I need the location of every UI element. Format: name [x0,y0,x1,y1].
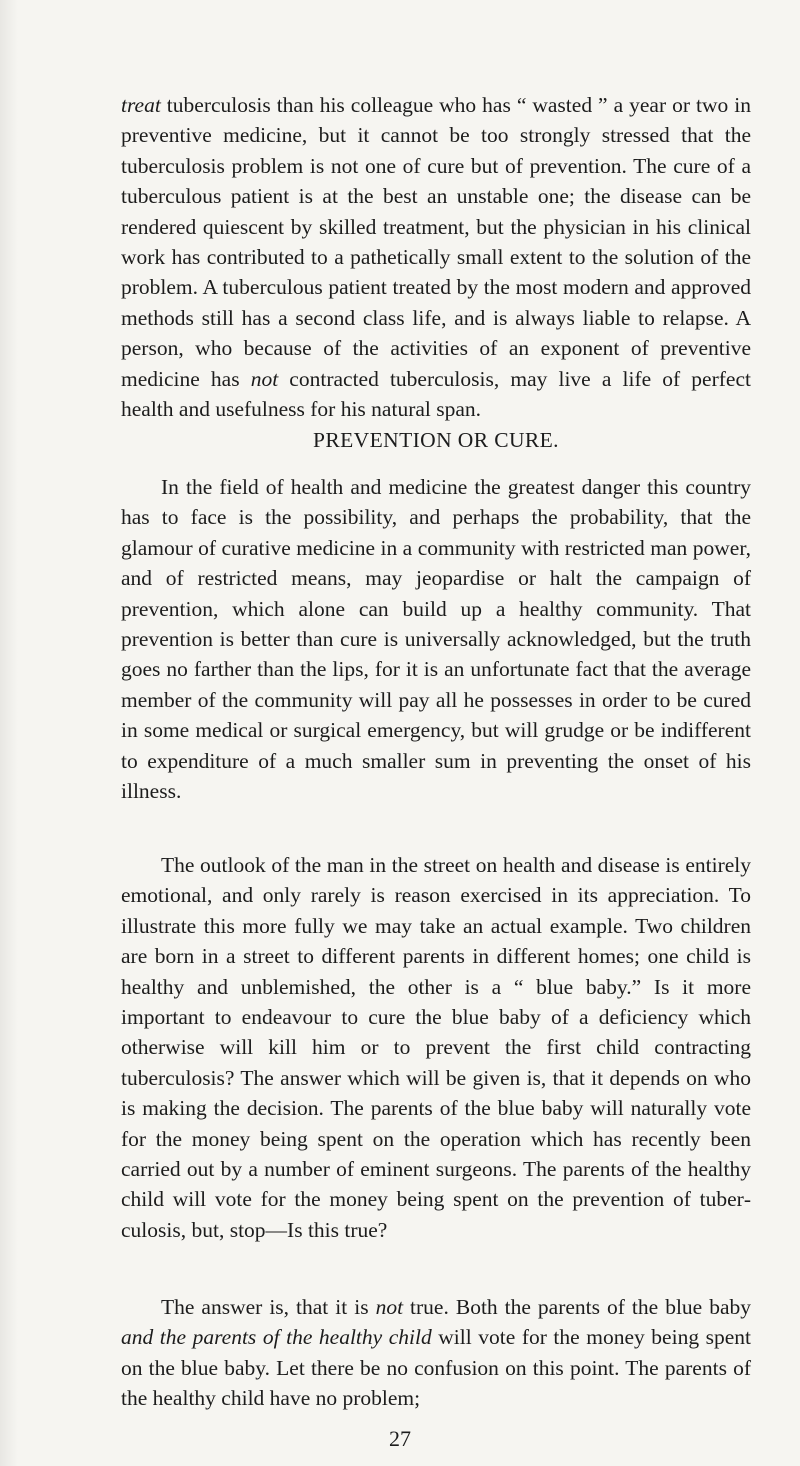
paragraph-text [121,90,751,424]
paragraph-text-body: tuberculosis than his colleague who has “ wasted ” a year or two in preventive medicine, but it cannot be too strongly stressed that the tuberculosis problem is not one of cure but of prevention. The cure of a tuberculous patient is at the best an unstable one; the disease can be rendered quiescent by skilled treatment, but the physician in his clinical work has contributed to a pathetically small extent to the solution of the problem. A tuberculous patient treated by the most modern and approved methods still has a second class life, and is always liable to relapse. A person, who because of the activities of an exponent of preventive medicine has [121,93,751,391]
paragraph-answer [121,1292,751,1414]
scan-edge-shadow [0,0,18,1466]
paragraph-text: In the field of health and medicine the greatest danger this country has to face is the possibility, and perhaps the probability, that the glamour of curative medicine in a community with restricted man power, and of restricted means, may jeopardise or halt the campaign of prevention, which alone can build up a healthy community. That prevention is better than cure is universally acknowledged, but the truth goes no farther than the lips, for it is an unfortunate fact that the average member of the community will pay all he possesses in order to be cured in some medical or surgical emergency, but will grudge or be indifferent to expenditure of a much smaller sum in preventing the onset of his illness. [121,475,751,804]
page-number: 27 [389,1426,411,1451]
paragraph-prevention-danger [121,472,751,806]
paragraph-text-tail: contracted tuberculosis, may live a life of perfect health and usefulness for his natural span. [121,366,751,422]
italic-word-not: not [375,1295,404,1319]
italic-word-not: not [250,366,279,391]
paragraph-text-end: will vote for the money being spent on the blue baby. Let there be no confusion on this point. The parents of the healthy child have no problem; [121,1325,751,1411]
paragraph-tuberculosis-cure [121,90,751,424]
section-heading: PREVENTION OR CURE. [313,428,559,452]
paragraph-man-in-street [121,850,751,1245]
paragraph-text-mid: true. Both the parents of the blue baby [403,1295,751,1319]
paragraph-text: The outlook of the man in the street on health and disease is entirely emotional, and only rarely is reason exercised in its apprе​ciation. To illustrate this more fully we may take an actual example. Two children are born in a street to different parents in different homes; one child is healthy and unblemished, the other is a “ blue baby.” Is it more important to endeavour to cure the blue baby of a deficiency which otherwise will kill him or to prevent the first child contracting tuberculosis? The answer which will be given is, that it depends on who is making the decision. The parents of the blue baby will naturally vote for the money being spent on the operation which has recently been carried out by a number of eminent surgeons. The parents of the healthy child will vote for the money being spent on the prevention of tuberculosis, but, stop—Is this true? [121,853,751,1242]
paragraph-text-start: The answer is, that it is [161,1295,376,1319]
paragraph-text [121,1292,751,1414]
italic-phrase: and the parents of the healthy child [121,1325,432,1350]
italic-word-treat: treat [121,93,161,117]
